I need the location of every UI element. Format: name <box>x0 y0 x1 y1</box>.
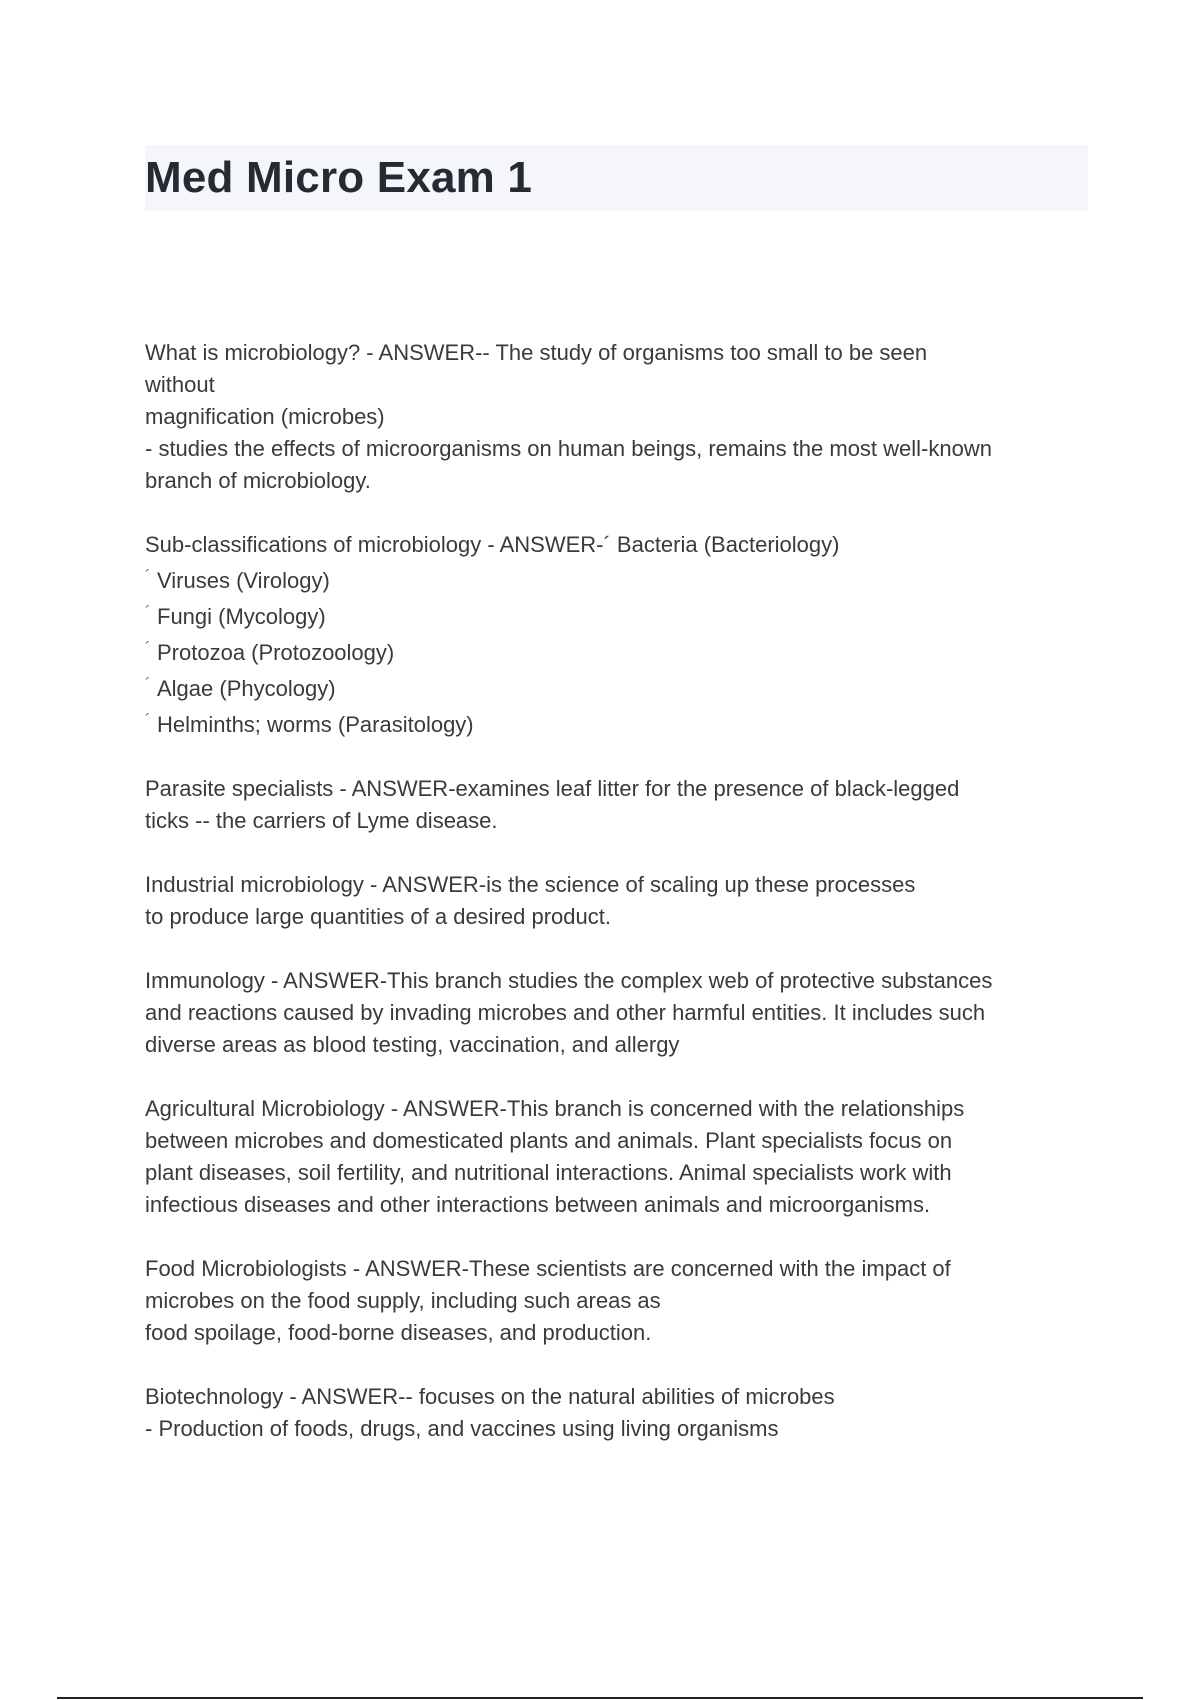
qa-line: - studies the effects of microorganisms on human beings, remains the most well-known <box>145 436 992 461</box>
qa-line: food spoilage, food-borne diseases, and production. <box>145 1320 652 1345</box>
qa-line: What is microbiology? - ANSWER-- The study of organisms too small to be seen <box>145 340 928 365</box>
qa-line: Industrial microbiology - ANSWER-is the science of scaling up these processes <box>145 872 916 897</box>
qa-line: Agricultural Microbiology - ANSWER-This branch is concerned with the relationships <box>145 1096 965 1121</box>
qa-line: plant diseases, soil fertility, and nutritional interactions. Animal specialists work with <box>145 1160 952 1185</box>
qa-entry-food-microbiologists <box>145 1253 1095 1349</box>
qa-content <box>145 337 1095 1477</box>
list-item <box>145 561 1095 597</box>
qa-line: infectious diseases and other interactions between animals and microorganisms. <box>145 1192 931 1217</box>
qa-entry-immunology <box>145 965 1095 1061</box>
bullet-mark: ´ <box>145 712 151 729</box>
list-item <box>145 633 1095 669</box>
qa-line: between microbes and domesticated plants and animals. Plant specialists focus on <box>145 1128 953 1153</box>
qa-entry-agricultural-microbiology <box>145 1093 1095 1221</box>
list-item-text: Algae (Phycology) <box>157 676 336 701</box>
qa-entry-microbiology <box>145 337 1095 497</box>
qa-entry-sub-classifications <box>145 529 1095 741</box>
qa-line: without <box>145 372 215 397</box>
list-item <box>145 705 1095 741</box>
bullet-mark: ´ <box>145 568 151 585</box>
qa-line: Biotechnology - ANSWER-- focuses on the natural abilities of microbes <box>145 1384 835 1409</box>
qa-line: Sub-classifications of microbiology - ANSWER-´ Bacteria (Bacteriology) <box>145 532 840 557</box>
qa-line: - Production of foods, drugs, and vaccines using living organisms <box>145 1416 779 1441</box>
page-title: Med Micro Exam 1 <box>145 153 533 202</box>
bullet-mark: ´ <box>145 640 151 657</box>
qa-line: ticks -- the carriers of Lyme disease. <box>145 808 498 833</box>
qa-entry-biotechnology <box>145 1381 1095 1445</box>
qa-line: Parasite specialists - ANSWER-examines leaf litter for the presence of black-legged <box>145 776 960 801</box>
qa-line: Food Microbiologists - ANSWER-These scientists are concerned with the impact of <box>145 1256 951 1281</box>
qa-line: and reactions caused by invading microbes and other harmful entities. It includes such <box>145 1000 986 1025</box>
qa-line: Immunology - ANSWER-This branch studies the complex web of protective substances <box>145 968 993 993</box>
qa-line: to produce large quantities of a desired product. <box>145 904 611 929</box>
list-item-text: Protozoa (Protozoology) <box>157 640 395 665</box>
qa-entry-parasite-specialists <box>145 773 1095 837</box>
bullet-mark: ´ <box>145 604 151 621</box>
list-item-text: Helminths; worms (Parasitology) <box>157 712 474 737</box>
bullet-mark: ´ <box>145 676 151 693</box>
list-item <box>145 669 1095 705</box>
qa-line: branch of microbiology. <box>145 468 371 493</box>
list-item <box>145 597 1095 633</box>
footer-divider <box>57 1697 1143 1699</box>
title-band <box>145 145 1088 211</box>
qa-entry-industrial-microbiology <box>145 869 1095 933</box>
qa-line: magnification (microbes) <box>145 404 385 429</box>
qa-line: microbes on the food supply, including such areas as <box>145 1288 661 1313</box>
qa-line: diverse areas as blood testing, vaccination, and allergy <box>145 1032 680 1057</box>
list-item-text: Fungi (Mycology) <box>157 604 326 629</box>
list-item-text: Viruses (Virology) <box>157 568 330 593</box>
